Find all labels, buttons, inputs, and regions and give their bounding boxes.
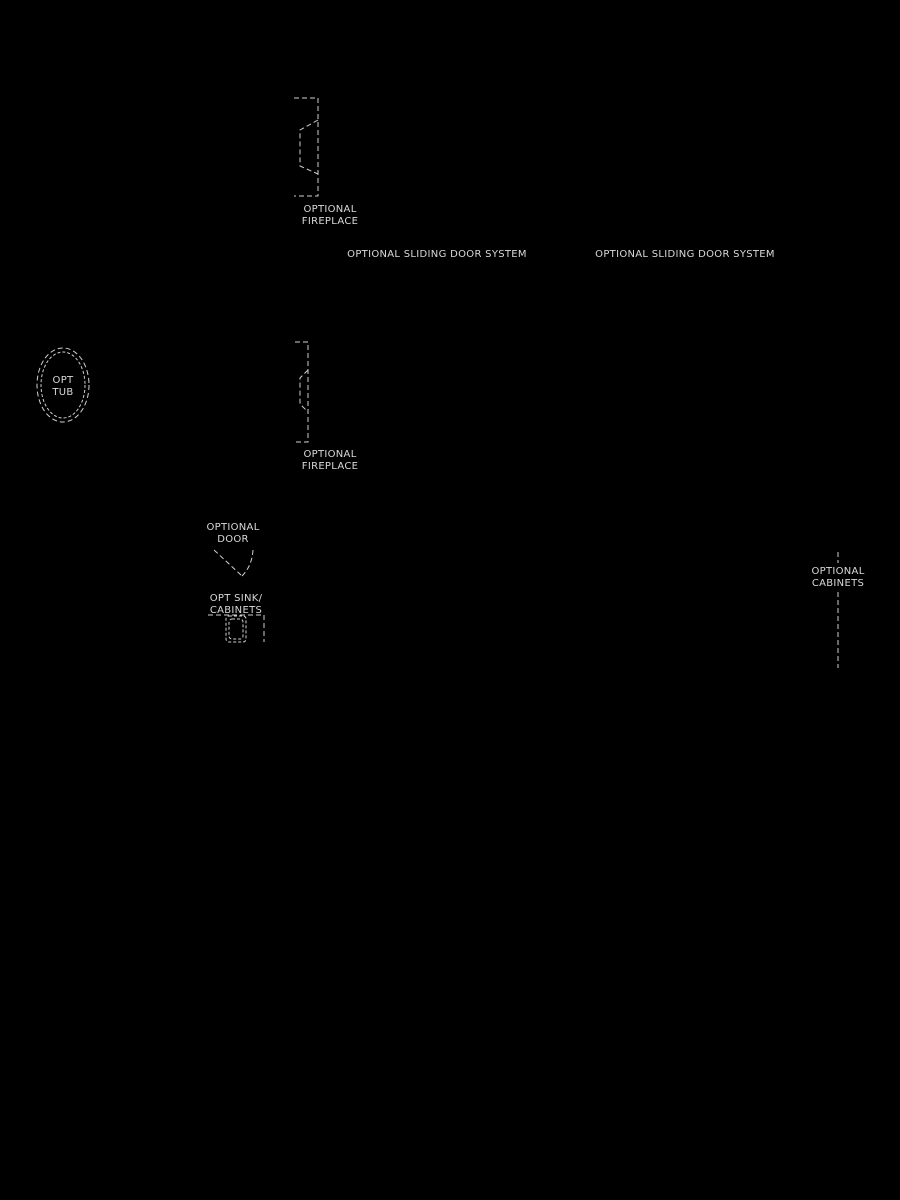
- fireplace-upper-label-line2: FIREPLACE: [301, 216, 359, 227]
- fireplace-lower-outline: [295, 342, 308, 442]
- sink-label-line2: CABINETS: [209, 605, 263, 616]
- door: [206, 522, 259, 576]
- tub-label-line2: TUB: [52, 387, 74, 398]
- sink-counter-outline: [208, 615, 264, 642]
- fireplace-lower-label-line2: FIREPLACE: [301, 461, 359, 472]
- door-swing-leaf: [214, 550, 242, 576]
- fireplace-upper-outline: [294, 98, 318, 196]
- cabinets-label-line1: OPTIONAL: [811, 566, 865, 577]
- fireplace-upper: [294, 98, 358, 227]
- cabinets: [808, 552, 868, 668]
- tub: [37, 348, 89, 422]
- fireplace-lower-firebox: [300, 370, 308, 412]
- door-label-line1: OPTIONAL: [206, 522, 260, 533]
- sliding-door-label-left: OPTIONAL SLIDING DOOR SYSTEM: [347, 249, 527, 260]
- door-label-line2: DOOR: [217, 534, 249, 545]
- fireplace-lower-label-line1: OPTIONAL: [303, 449, 357, 460]
- fireplace-lower: [295, 342, 358, 472]
- cabinets-label-line2: CABINETS: [811, 578, 865, 589]
- tub-label-line1: OPT: [52, 375, 74, 386]
- sink-cabinets: [208, 593, 264, 642]
- fireplace-upper-firebox: [300, 120, 318, 174]
- fireplace-upper-label-line1: OPTIONAL: [303, 204, 357, 215]
- sink-label-line1: OPT SINK/: [209, 593, 263, 604]
- door-swing-arc: [242, 550, 253, 576]
- sliding-door-label-right: OPTIONAL SLIDING DOOR SYSTEM: [595, 249, 775, 260]
- sink-basin-inner: [229, 619, 243, 639]
